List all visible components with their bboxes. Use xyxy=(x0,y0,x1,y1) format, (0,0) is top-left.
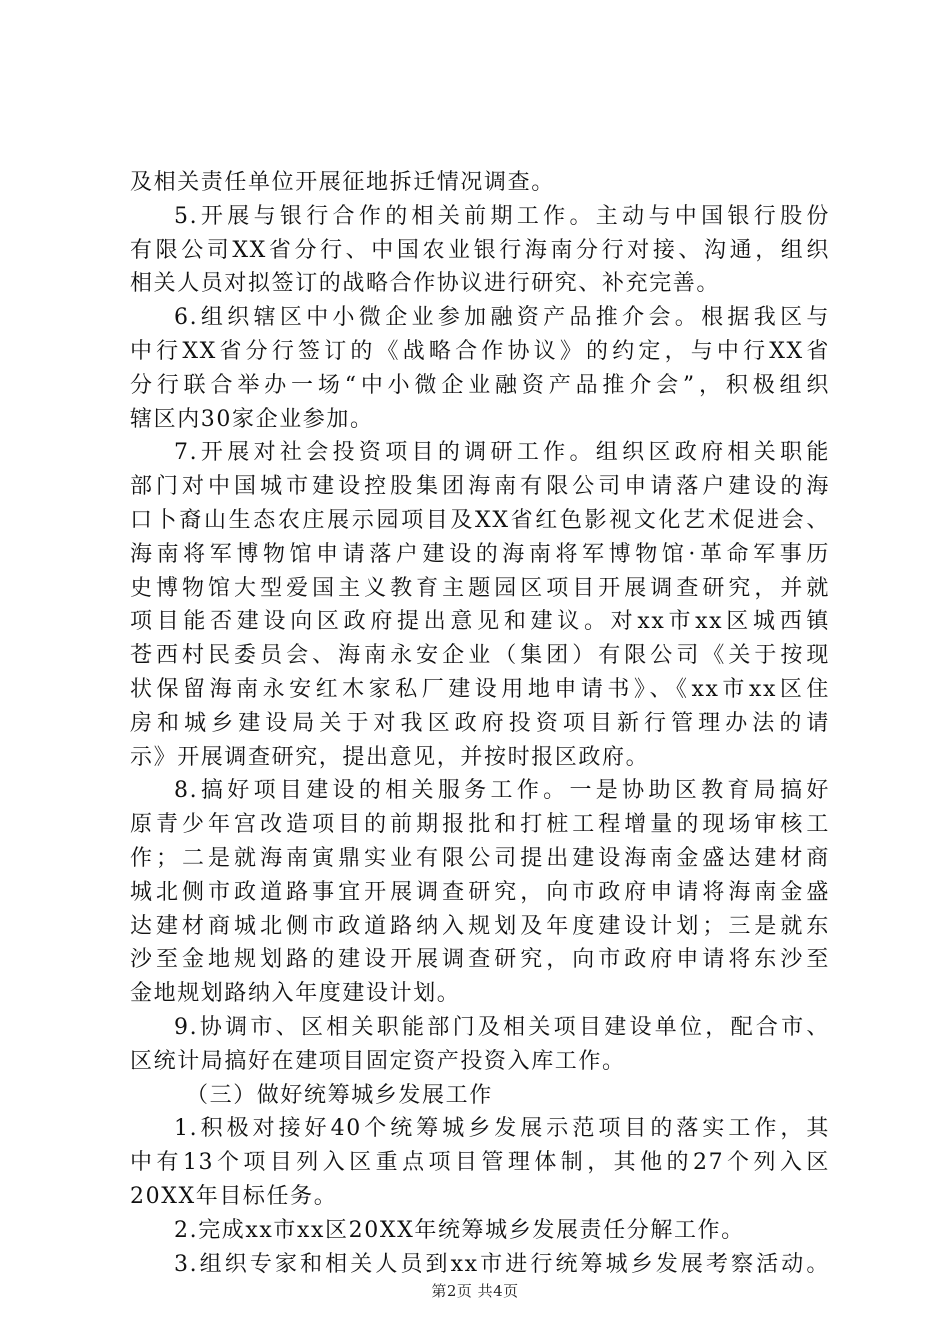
text-line: 5.开展与银行合作的相关前期工作。主动与中国银行股份 xyxy=(174,203,830,229)
text-line: 有限公司XX省分行、中国农业银行海南分行对接、沟通，组织 xyxy=(130,237,830,263)
text-line: 中有13个项目列入区重点项目管理体制，其他的27个列入区 xyxy=(130,1150,830,1176)
document-body xyxy=(130,166,830,1281)
text-line: 3.组织专家和相关人员到xx市进行统筹城乡发展考察活动。 xyxy=(174,1251,830,1277)
text-line: 苍西村民委员会、海南永安企业（集团）有限公司《关于按现 xyxy=(130,643,830,669)
text-line: 分行联合举办一场“中小微企业融资产品推介会”，积极组织 xyxy=(130,372,830,398)
text-line: 20XX年目标任务。 xyxy=(130,1183,338,1209)
text-line: 金地规划路纳入年度建设计划。 xyxy=(130,981,461,1007)
text-line: 中行XX省分行签订的《战略合作协议》的约定，与中行XX省 xyxy=(130,338,830,364)
text-line: 相关人员对拟签订的战略合作协议进行研究、补充完善。 xyxy=(130,271,721,297)
text-line: 原青少年宫改造项目的前期报批和打桩工程增量的现场审核工 xyxy=(130,812,830,838)
text-line: 沙至金地规划路的建设开展调查研究，向市政府申请将东沙至 xyxy=(130,947,830,973)
text-line: 城北侧市政道路事宜开展调查研究，向市政府申请将海南金盛 xyxy=(130,879,830,905)
text-line: 史博物馆大型爱国主义教育主题园区项目开展调查研究，并就 xyxy=(130,575,830,601)
text-line: 8.搞好项目建设的相关服务工作。一是协助区教育局搞好 xyxy=(174,778,830,804)
text-line: 6.组织辖区中小微企业参加融资产品推介会。根据我区与 xyxy=(174,305,830,331)
text-line: 示》开展调查研究，提出意见，并按时报区政府。 xyxy=(130,744,650,770)
text-line: 辖区内30家企业参加。 xyxy=(130,406,374,432)
page-footer: 第2页 共4页 xyxy=(431,1282,519,1300)
text-line: 区统计局搞好在建项目固定资产投资入库工作。 xyxy=(130,1048,626,1074)
text-line: 状保留海南永安红木家私厂建设用地申请书》、《xx市xx区住 xyxy=(130,676,830,702)
text-line: 部门对中国城市建设控股集团海南有限公司申请落户建设的海 xyxy=(130,474,830,500)
text-line: 口卜裔山生态农庄展示园项目及XX省红色影视文化艺术促进会、 xyxy=(130,507,830,533)
text-line: 达建材商城北侧市政道路纳入规划及年度建设计划；三是就东 xyxy=(130,913,830,939)
text-line: 1.积极对接好40个统筹城乡发展示范项目的落实工作，其 xyxy=(174,1116,830,1142)
text-line: 9.协调市、区相关职能部门及相关项目建设单位，配合市、 xyxy=(174,1014,830,1040)
text-line: 7.开展对社会投资项目的调研工作。组织区政府相关职能 xyxy=(174,440,830,466)
text-line: 及相关责任单位开展征地拆迁情况调查。 xyxy=(130,170,555,195)
text-line: 作；二是就海南寅鼎实业有限公司提出建设海南金盛达建材商 xyxy=(130,845,830,871)
text-line: （三）做好统筹城乡发展工作 xyxy=(186,1082,493,1108)
text-line: 海南将军博物馆申请落户建设的海南将军博物馆·革命军事历 xyxy=(130,541,830,567)
text-line: 房和城乡建设局关于对我区政府投资项目新行管理办法的请 xyxy=(130,710,830,736)
text-line: 2.完成xx市xx区20XX年统筹城乡发展责任分解工作。 xyxy=(174,1217,745,1243)
text-line: 项目能否建设向区政府提出意见和建议。对xx市xx区城西镇 xyxy=(130,609,830,635)
